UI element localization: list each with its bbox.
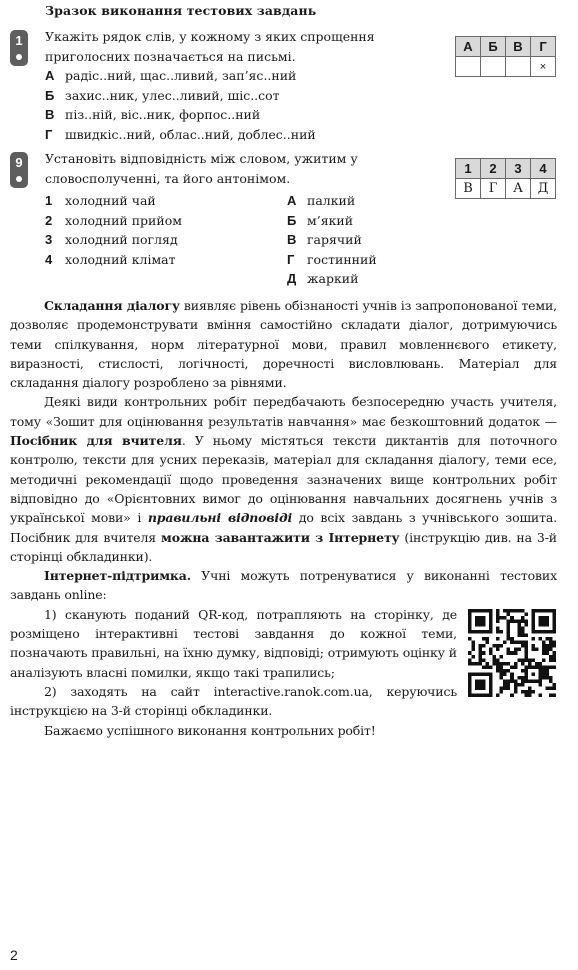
match-number: 1 bbox=[45, 193, 53, 208]
match-text: палкий bbox=[307, 193, 356, 208]
task-1 bbox=[45, 27, 425, 144]
paragraph-text: (інструкцію див. на 3-й сторінці обкладинки). bbox=[10, 529, 557, 564]
qr-code[interactable] bbox=[467, 609, 557, 697]
page-number: 2 bbox=[10, 947, 18, 963]
task-1-option bbox=[45, 86, 425, 106]
section-title: Зразок виконання тестових завдань bbox=[45, 3, 317, 18]
match-letter: Г bbox=[287, 251, 295, 267]
grid-answer-cell[interactable]: В bbox=[456, 179, 481, 199]
option-letter: А bbox=[45, 68, 55, 83]
task-number: 1 bbox=[15, 33, 23, 48]
paragraph-text: Бажаємо успішного виконання контрольних робіт! bbox=[44, 722, 376, 738]
match-text: холодний погляд bbox=[65, 232, 178, 247]
task-9 bbox=[45, 149, 425, 188]
match-left-item bbox=[45, 191, 182, 211]
match-letter: Д bbox=[287, 271, 297, 286]
match-left-item bbox=[45, 230, 182, 250]
option-text: радіс..ний, щас..ливий, зап’яс..ний bbox=[65, 68, 297, 83]
match-letter: В bbox=[287, 232, 297, 247]
grid-answer-cell[interactable] bbox=[481, 57, 506, 77]
paragraph-text: до всіх завдань з учнівського зошита. Посібник для вчителя bbox=[10, 510, 557, 545]
bold-term: Посібник для вчителя bbox=[10, 433, 182, 449]
task-1-option bbox=[45, 105, 425, 125]
match-text: холодний клімат bbox=[65, 251, 176, 267]
option-letter: Б bbox=[45, 87, 55, 103]
grid-header-cell: 3 bbox=[506, 159, 531, 179]
grid-header-cell: 2 bbox=[481, 159, 506, 179]
match-right-item bbox=[287, 250, 377, 270]
task-1-question: Укажіть рядок слів, у кожному з яких спрощення приголосних позначається на письмі. bbox=[45, 29, 375, 64]
match-right-item bbox=[287, 191, 377, 211]
bold-term: Інтернет-підтримка. bbox=[44, 568, 191, 584]
match-right-item bbox=[287, 211, 377, 231]
option-text: захис..ник, улес..ливий, шіс..сот bbox=[65, 87, 280, 103]
bold-term: можна завантажити з Інтернету bbox=[161, 529, 400, 545]
match-text: гостинний bbox=[307, 251, 377, 267]
option-text: швидкіс..ний, облас..ний, доблес..ний bbox=[65, 126, 316, 142]
match-number: 4 bbox=[45, 251, 53, 267]
grid-header-cell: Г bbox=[531, 37, 556, 57]
task-1-option bbox=[45, 125, 425, 145]
task-1-answer-grid bbox=[455, 36, 556, 77]
grid-header-cell: 1 bbox=[456, 159, 481, 179]
grid-answer-cell[interactable] bbox=[456, 57, 481, 77]
task-9-question: Установіть відповідність між словом, ужитим у словосполученні, та його антонімом. bbox=[45, 151, 358, 186]
task-9-left-column bbox=[45, 191, 182, 269]
paragraph-text: . У ньому містяться тексти диктантів для поточного контролю, тексти для усних переказів, матеріал для складання діалогу, теми есе, методичні рекомендації щодо проведення зазначених вище контрольних робіт відповідно до «Орієнтовних вимог до оцінювання навчальних досягнень учнів з української мови» і bbox=[10, 433, 557, 526]
paragraph-internet-support bbox=[10, 566, 557, 605]
match-text: гарячий bbox=[307, 232, 362, 247]
task-number: 9 bbox=[15, 155, 23, 170]
task-number-badge bbox=[10, 152, 28, 188]
grid-answer-cell[interactable]: Г bbox=[481, 179, 506, 199]
bold-italic-term: правильні відповіді bbox=[147, 510, 293, 526]
task-number-badge bbox=[10, 30, 28, 66]
option-text: піз..ній, віс..ник, форпос..ний bbox=[65, 107, 261, 122]
match-text: холодний прийом bbox=[65, 212, 182, 228]
badge-dot-icon bbox=[16, 176, 22, 182]
paragraph-text: 2) заходять на сайт interactive.ranok.com.ua, керуючись інструкцією на 3-й сторінці обкладинки. bbox=[10, 683, 457, 719]
grid-header-cell: А bbox=[456, 37, 481, 57]
match-text: м’який bbox=[307, 212, 354, 228]
match-text: жаркий bbox=[307, 271, 359, 286]
match-left-item bbox=[45, 211, 182, 231]
paragraph-text: виявляє рівень обізнаності учнів із запропонованої теми, дозволяє продемонструвати вміння самостійно складати діалог, дотримуючись теми спілкування, норм літературної мови, правил мовленнєвого етикету, виразності, стислості, логічності, доречності висловлювань. Матеріал для складання діалогу розроблено за рівнями. bbox=[10, 298, 557, 391]
match-number: 2 bbox=[45, 212, 53, 228]
match-right-item bbox=[287, 230, 377, 250]
task-9-answer-grid bbox=[455, 158, 556, 199]
match-letter: А bbox=[287, 193, 297, 208]
grid-answer-cell[interactable]: А bbox=[506, 179, 531, 199]
paragraph-text: Деякі види контрольних робіт передбачають безпосередню участь учителя, тому «Зошит для оцінювання результатів навчання» має безкоштовний додаток — bbox=[10, 394, 557, 429]
grid-answer-cell[interactable] bbox=[506, 57, 531, 77]
grid-header-cell: Б bbox=[481, 37, 506, 57]
task-1-option bbox=[45, 66, 425, 86]
bold-term: Складання діалогу bbox=[44, 298, 180, 313]
option-letter: Г bbox=[45, 126, 53, 142]
grid-answer-cell[interactable]: Д bbox=[531, 179, 556, 199]
task-9-right-column bbox=[287, 191, 377, 289]
option-letter: В bbox=[45, 107, 55, 122]
paragraph-dialogue bbox=[10, 296, 557, 392]
badge-dot-icon bbox=[16, 54, 22, 60]
paragraph-closing bbox=[10, 721, 557, 740]
match-left-item bbox=[45, 250, 182, 270]
grid-answer-cell[interactable]: × bbox=[531, 57, 556, 77]
body-text bbox=[10, 296, 557, 740]
grid-header-cell: В bbox=[506, 37, 531, 57]
paragraph-teacher-guide bbox=[10, 392, 557, 566]
match-letter: Б bbox=[287, 212, 297, 228]
match-number: 3 bbox=[45, 232, 53, 247]
qr-code-icon bbox=[467, 609, 557, 697]
paragraph-text: Учні можуть потренуватися у виконанні тестових завдань online: bbox=[10, 568, 557, 603]
match-text: холодний чай bbox=[65, 193, 156, 208]
grid-header-cell: 4 bbox=[531, 159, 556, 179]
paragraph-text: 1) сканують поданий QR-код, потрапляють на сторінку, де розміщено інтерактивні тестові завдання до кожної теми, позначають правильні, на їхню думку, відповіді; отримують оцінку й аналізують власні помилки, якщо такі трапились; bbox=[10, 606, 457, 680]
match-right-item bbox=[287, 269, 377, 289]
